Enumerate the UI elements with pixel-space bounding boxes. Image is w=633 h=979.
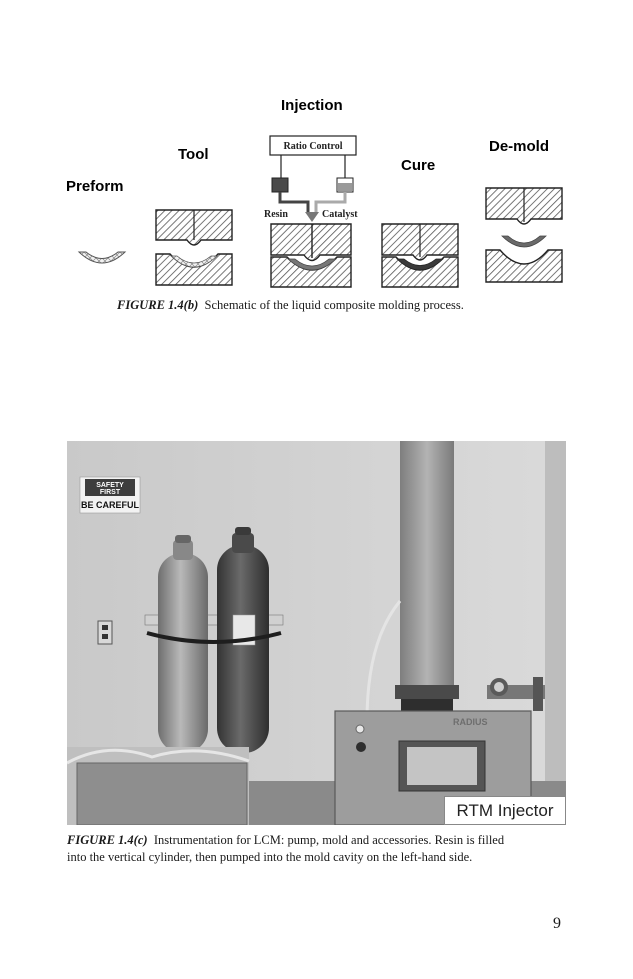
safety-sign-line2: FIRST	[99, 489, 121, 496]
figure-b-caption	[117, 297, 577, 314]
preform-part	[79, 252, 125, 263]
ratio-control-label: Ratio Control	[283, 141, 343, 152]
stage-label-preform: Preform	[66, 178, 124, 195]
wall-outlet	[98, 621, 112, 644]
cure-mold	[382, 224, 458, 287]
tool-mold	[156, 210, 232, 285]
safety-sign-line3: BE CAREFUL	[81, 500, 139, 510]
safety-sign-line1: SAFETY	[96, 482, 124, 489]
demold-assembly	[486, 188, 562, 282]
resin-label: Resin	[264, 209, 288, 220]
rtm-injector-label-text: RTM Injector	[456, 801, 554, 820]
figure-c-caption	[67, 832, 567, 866]
figure-c-caption-id: FIGURE 1.4(c)	[67, 833, 148, 847]
stage-label-cure: Cure	[401, 157, 436, 174]
safety-sign	[80, 477, 140, 513]
rtm-injector-label	[444, 796, 566, 825]
catalyst-label: Catalyst	[322, 209, 358, 220]
figure-b-caption-text: Schematic of the liquid composite molding process.	[204, 298, 464, 312]
figure-c-caption-line2: into the vertical cylinder, then pumped into the mold cavity on the left-hand side.	[67, 850, 473, 864]
brand-label: RADIUS	[453, 717, 488, 727]
lcm-process-schematic	[0, 0, 633, 300]
injection-assembly	[264, 136, 358, 287]
figure-c-caption-line1: Instrumentation for LCM: pump, mold and accessories. Resin is filled	[153, 833, 505, 847]
page-number: 9	[553, 915, 561, 932]
mold-plate	[67, 747, 249, 825]
rtm-injector-photo	[67, 441, 566, 825]
stage-label-injection: Injection	[281, 97, 343, 114]
stage-label-demold: De-mold	[489, 138, 549, 155]
figure-b-caption-id: FIGURE 1.4(b)	[117, 298, 199, 312]
stage-label-tool: Tool	[178, 146, 209, 163]
